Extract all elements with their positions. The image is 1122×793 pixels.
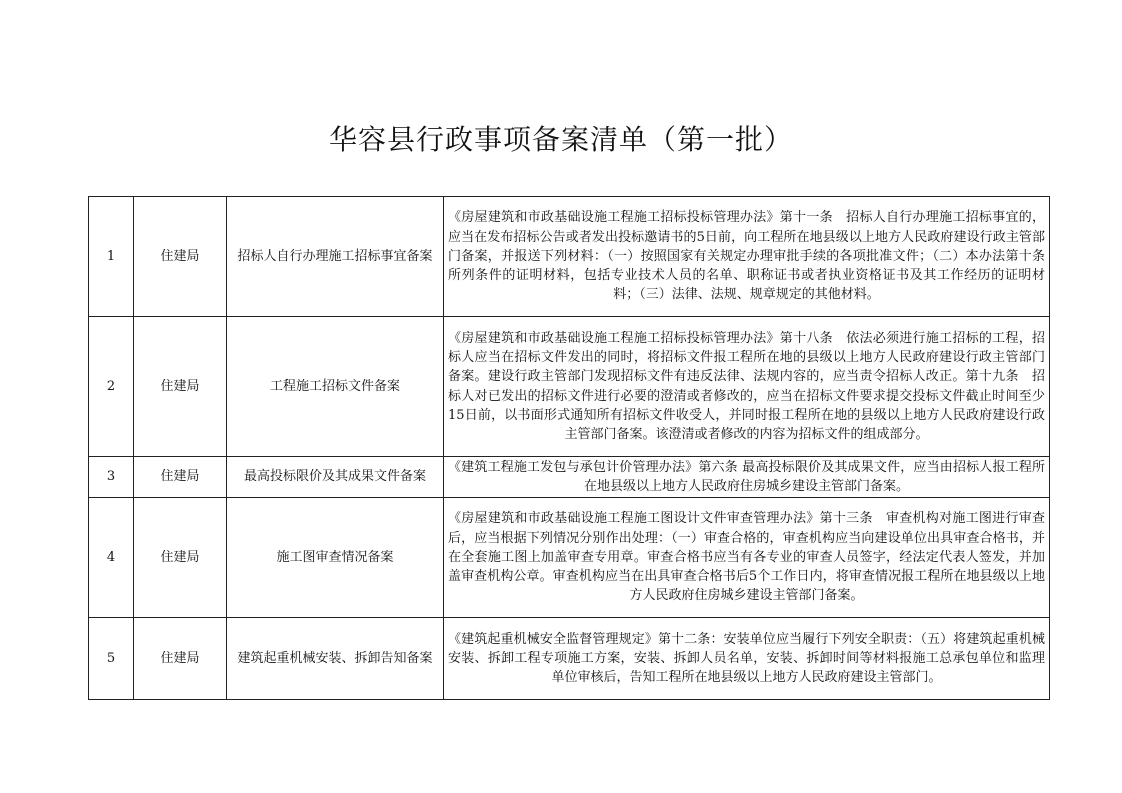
legal-basis-cell: 《建筑工程施工发包与承包计价管理办法》第六条 最高投标限价及其成果文件，应当由招标人报工程所在地县级以上地方人民政府住房城乡建设主管部门备案。	[444, 457, 1050, 498]
row-number-cell: 2	[89, 317, 134, 457]
item-name-cell: 招标人自行办理施工招标事宜备案	[227, 197, 444, 317]
page-title: 华容县行政事项备案清单（第一批）	[328, 123, 793, 156]
item-name-cell: 施工图审查情况备案	[227, 498, 444, 618]
table-row	[89, 197, 1050, 317]
department-cell: 住建局	[134, 498, 227, 618]
item-name-cell: 建筑起重机械安装、拆卸告知备案	[227, 618, 444, 700]
department-cell: 住建局	[134, 197, 227, 317]
filing-table	[88, 196, 1050, 700]
department-cell: 住建局	[134, 457, 227, 498]
row-number-cell: 5	[89, 618, 134, 700]
row-number-cell: 4	[89, 498, 134, 618]
row-number-cell: 1	[89, 197, 134, 317]
item-name-cell: 最高投标限价及其成果文件备案	[227, 457, 444, 498]
item-name-cell: 工程施工招标文件备案	[227, 317, 444, 457]
table-row	[89, 317, 1050, 457]
legal-basis-cell: 《建筑起重机械安全监督管理规定》第十二条：安装单位应当履行下列安全职责：（五）将建筑起重机械安装、拆卸工程专项施工方案，安装、拆卸人员名单，安装、拆卸时间等材料报施工总承包单位和监理单位审核后，告知工程所在地县级以上地方人民政府建设主管部门。	[444, 618, 1050, 700]
department-cell: 住建局	[134, 317, 227, 457]
table-row	[89, 498, 1050, 618]
row-number-cell: 3	[89, 457, 134, 498]
table-row	[89, 457, 1050, 498]
department-cell: 住建局	[134, 618, 227, 700]
table-row	[89, 618, 1050, 700]
legal-basis-cell: 《房屋建筑和市政基础设施工程施工招标投标管理办法》第十一条 招标人自行办理施工招标事宜的，应当在发布招标公告或者发出投标邀请书的5日前，向工程所在地县级以上地方人民政府建设行政主管部门备案，并报送下列材料：（一）按照国家有关规定办理审批手续的各项批准文件；（二）本办法第十条所列条件的证明材料，包括专业技术人员的名单、职称证书或者执业资格证书及其工作经历的证明材料；（三）法律、法规、规章规定的其他材料。	[444, 197, 1050, 317]
legal-basis-cell: 《房屋建筑和市政基础设施工程施工图设计文件审查管理办法》第十三条 审查机构对施工图进行审查后，应当根据下列情况分别作出处理：（一）审查合格的，审查机构应当向建设单位出具审查合格书，并在全套施工图上加盖审查专用章。审查合格书应当有各专业的审查人员签字，经法定代表人签发，并加盖审查机构公章。审查机构应当在出具审查合格书后5个工作日内，将审查情况报工程所在地县级以上地方人民政府住房城乡建设主管部门备案。	[444, 498, 1050, 618]
legal-basis-cell: 《房屋建筑和市政基础设施工程施工招标投标管理办法》第十八条 依法必须进行施工招标的工程，招标人应当在招标文件发出的同时，将招标文件报工程所在地的县级以上地方人民政府建设行政主管部门备案。建设行政主管部门发现招标文件有违反法律、法规内容的，应当责令招标人改正。第十九条 招标人对已发出的招标文件进行必要的澄清或者修改的，应当在招标文件要求提交投标文件截止时间至少15日前，以书面形式通知所有招标文件收受人，并同时报工程所在地的县级以上地方人民政府建设行政主管部门备案。该澄清或者修改的内容为招标文件的组成部分。	[444, 317, 1050, 457]
